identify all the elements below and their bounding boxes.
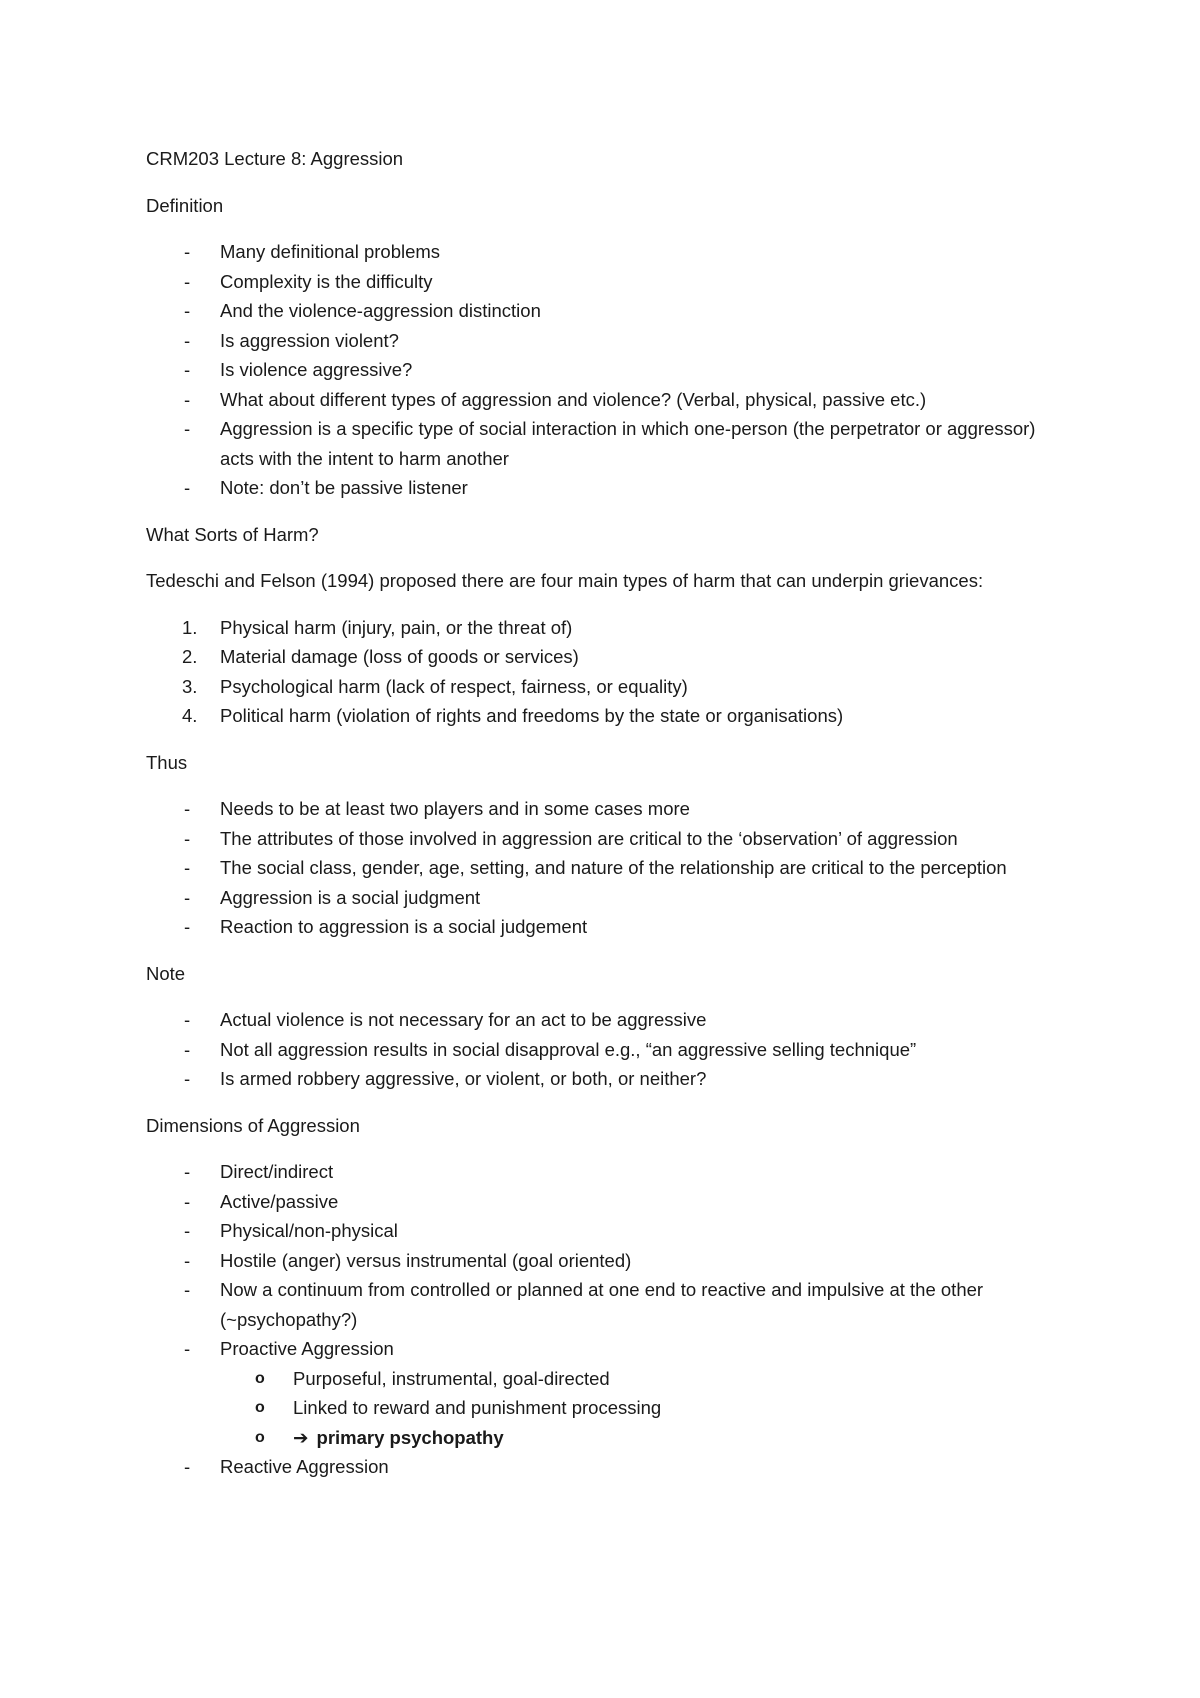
list-item: 3. Psychological harm (lack of respect, fairness, or equality) <box>146 672 1060 702</box>
dash-marker: - <box>184 1338 191 1359</box>
thus-list <box>146 794 1060 942</box>
list-item: - Active/passive <box>146 1187 1060 1217</box>
number-marker: 1. <box>182 616 198 638</box>
dash-marker: - <box>184 388 191 410</box>
number-marker: 2. <box>182 646 198 667</box>
sub-list-item: o ➔ primary psychopathy <box>220 1423 1060 1453</box>
dimensions-list <box>146 1157 1060 1482</box>
bullet-marker: o <box>255 1399 265 1416</box>
list-item: - What about different types of aggression and violence? (Verbal, physical, passive etc.) <box>146 385 1060 415</box>
list-item: - The social class, gender, age, setting, and nature of the relationship are critical to the perception <box>146 853 1060 883</box>
sub-list-item: o Purposeful, instrumental, goal-directed <box>220 1364 1060 1394</box>
arrow-right-icon: ➔ <box>293 1426 309 1448</box>
dash-marker: - <box>184 857 191 878</box>
number-marker: 4. <box>182 705 198 726</box>
list-item: - And the violence-aggression distinction <box>146 296 1060 326</box>
dash-marker: - <box>184 1038 191 1060</box>
dash-marker: - <box>184 1220 191 1241</box>
list-item: - Note: don’t be passive listener <box>146 473 1060 503</box>
list-item: - Needs to be at least two players and in some cases more <box>146 794 1060 824</box>
list-item: - Not all aggression results in social disapproval e.g., “an aggressive selling technique” <box>146 1035 1060 1065</box>
list-item: - Is aggression violent? <box>146 326 1060 356</box>
harm-intro: Tedeschi and Felson (1994) proposed there are four main types of harm that can underpin grievances: <box>146 570 984 591</box>
list-item: - Physical/non-physical <box>146 1216 1060 1246</box>
harm-heading: What Sorts of Harm? <box>146 523 319 545</box>
list-item: 1. Physical harm (injury, pain, or the threat of) <box>146 613 1060 643</box>
dash-marker: - <box>184 1009 191 1030</box>
dash-marker: - <box>184 241 191 262</box>
number-marker: 3. <box>182 675 198 697</box>
list-item: - Now a continuum from controlled or planned at one end to reactive and impulsive at the other (~psychopathy?) <box>146 1275 1060 1334</box>
dimensions-heading: Dimensions of Aggression <box>146 1114 360 1136</box>
dash-marker: - <box>184 798 191 819</box>
harm-list <box>146 613 1060 731</box>
list-item: - Reactive Aggression <box>146 1452 1060 1482</box>
list-item: - Actual violence is not necessary for an act to be aggressive <box>146 1005 1060 1035</box>
list-item: - Is violence aggressive? <box>146 355 1060 385</box>
dash-marker: - <box>184 1249 191 1271</box>
bullet-marker: o <box>255 1369 265 1387</box>
dash-marker: - <box>184 359 191 380</box>
list-item: - Is armed robbery aggressive, or violent, or both, or neither? <box>146 1064 1060 1094</box>
list-item: - Aggression is a social judgment <box>146 883 1060 913</box>
list-item: - Aggression is a specific type of social interaction in which one-person (the perpetrator or aggressor) acts with the intent to harm another <box>146 414 1060 473</box>
dash-marker: - <box>184 1279 191 1300</box>
definition-list <box>146 237 1060 503</box>
dash-marker: - <box>184 329 191 351</box>
definition-heading: Definition <box>146 194 224 216</box>
list-item: - Direct/indirect <box>146 1157 1060 1187</box>
list-item: - Many definitional problems <box>146 237 1060 267</box>
dash-marker: - <box>184 886 191 908</box>
thus-heading: Thus <box>146 751 188 773</box>
dash-marker: - <box>184 270 191 292</box>
list-item: 2. Material damage (loss of goods or services) <box>146 642 1060 672</box>
dash-marker: - <box>184 916 191 937</box>
list-item: 4. Political harm (violation of rights and freedoms by the state or organisations) <box>146 701 1060 731</box>
list-item: - Proactive Aggression o Purposeful, instrumental, goal-directed o Linked to reward and punishment processing o ➔ primary psychopathy <box>146 1334 1060 1452</box>
dash-marker: - <box>184 1068 191 1089</box>
bullet-marker: o <box>255 1428 265 1446</box>
sub-list-item: o Linked to reward and punishment processing <box>220 1393 1060 1423</box>
list-item: - Reaction to aggression is a social judgement <box>146 912 1060 942</box>
dash-marker: - <box>184 827 191 849</box>
proactive-sublist <box>220 1364 1060 1453</box>
list-item: - The attributes of those involved in aggression are critical to the ‘observation’ of aggression <box>146 824 1060 854</box>
dash-marker: - <box>184 300 191 321</box>
list-item: - Hostile (anger) versus instrumental (goal oriented) <box>146 1246 1060 1276</box>
note-list <box>146 1005 1060 1094</box>
dash-marker: - <box>184 1190 191 1212</box>
dash-marker: - <box>184 1161 191 1182</box>
document-title: CRM203 Lecture 8: Aggression <box>146 148 404 169</box>
note-heading: Note <box>146 962 186 984</box>
list-item: - Complexity is the difficulty <box>146 267 1060 297</box>
dash-marker: - <box>184 418 191 439</box>
dash-marker: - <box>184 1456 191 1477</box>
dash-marker: - <box>184 477 191 498</box>
